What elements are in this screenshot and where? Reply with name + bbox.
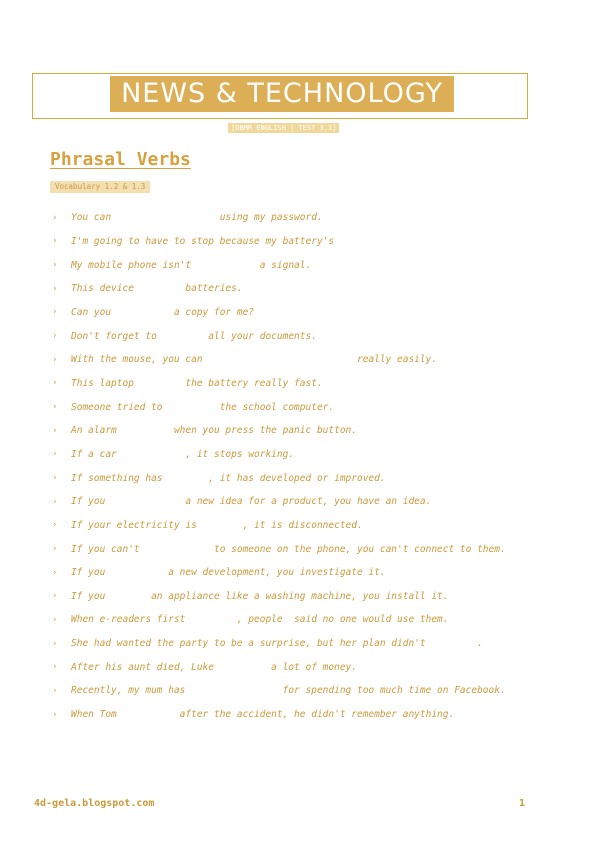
exercise-list [52,206,572,726]
bullet-icon: › [52,709,58,720]
list-item [52,490,572,514]
list-item [52,655,572,679]
list-item [52,585,572,609]
question-text: I'm going to have to stop because my battery's [71,235,335,247]
list-item [52,301,572,325]
bullet-icon: › [52,260,58,271]
footer-url[interactable]: 4d-gela.blogspot.com [34,798,155,809]
question-text: Can you a copy for me? [71,306,255,318]
bullet-icon: › [52,402,58,413]
bullet-icon: › [52,283,58,294]
question-text: She had wanted the party to be a surprise, but her plan didn't . [71,638,483,650]
section-title: Phrasal Verbs [50,149,191,170]
question-text: If your electricity is , it is disconnected. [71,519,363,531]
bullet-icon: › [52,614,58,625]
question-text: With the mouse, you can really easily. [71,354,438,366]
list-item [52,395,572,419]
list-item [52,277,572,301]
bullet-icon: › [52,685,58,696]
bullet-icon: › [52,662,58,673]
list-item [52,348,572,372]
bullet-icon: › [52,544,58,555]
list-item [52,632,572,656]
bullet-icon: › [52,591,58,602]
list-item [52,372,572,396]
list-item [52,206,572,230]
bullet-icon: › [52,307,58,318]
list-item [52,608,572,632]
bullet-icon: › [52,638,58,649]
list-item [52,514,572,538]
question-text: If something has , it has developed or improved. [71,472,386,484]
question-text: When e-readers first , people said no one would use them. [71,614,449,626]
list-item [52,253,572,277]
test-tag: [DBMR ENGLISH | TEST 3.1] [228,123,339,133]
page-number: 1 [519,798,526,809]
question-text: If a car , it stops working. [71,448,295,460]
bullet-icon: › [52,212,58,223]
question-text: This laptop the battery really fast. [71,377,323,389]
bullet-icon: › [52,496,58,507]
question-text: If you can't to someone on the phone, you can't connect to them. [71,543,506,555]
question-text: Don't forget to all your documents. [71,330,317,342]
list-item [52,324,572,348]
question-text: An alarm when you press the panic button. [71,425,357,437]
bullet-icon: › [52,520,58,531]
question-text: If you a new idea for a product, you have an idea. [71,496,432,508]
question-text: Someone tried to the school computer. [71,401,335,413]
question-text: When Tom after the accident, he didn't remember anything. [71,709,455,721]
list-item [52,443,572,467]
list-item [52,419,572,443]
question-text: Recently, my mum has for spending too much time on Facebook. [71,685,506,697]
question-text: My mobile phone isn't a signal. [71,259,312,271]
list-item [52,703,572,727]
bullet-icon: › [52,236,58,247]
bullet-icon: › [52,331,58,342]
question-text: If you a new development, you investigate it. [71,567,386,579]
question-text: If you an appliance like a washing machine, you install it. [71,590,449,602]
question-text: After his aunt died, Luke a lot of money. [71,661,357,673]
list-item [52,537,572,561]
list-item [52,561,572,585]
list-item [52,466,572,490]
bullet-icon: › [52,449,58,460]
bullet-icon: › [52,567,58,578]
bullet-icon: › [52,425,58,436]
bullet-icon: › [52,378,58,389]
question-text: This device batteries. [71,283,243,295]
bullet-icon: › [52,354,58,365]
question-text: You can using my password. [71,212,323,224]
page-title: NEWS & TECHNOLOGY [110,76,454,112]
list-item [52,679,572,703]
list-item [52,230,572,254]
section-tag: Vocabulary 1.2 & 1.3 [50,181,150,193]
bullet-icon: › [52,473,58,484]
